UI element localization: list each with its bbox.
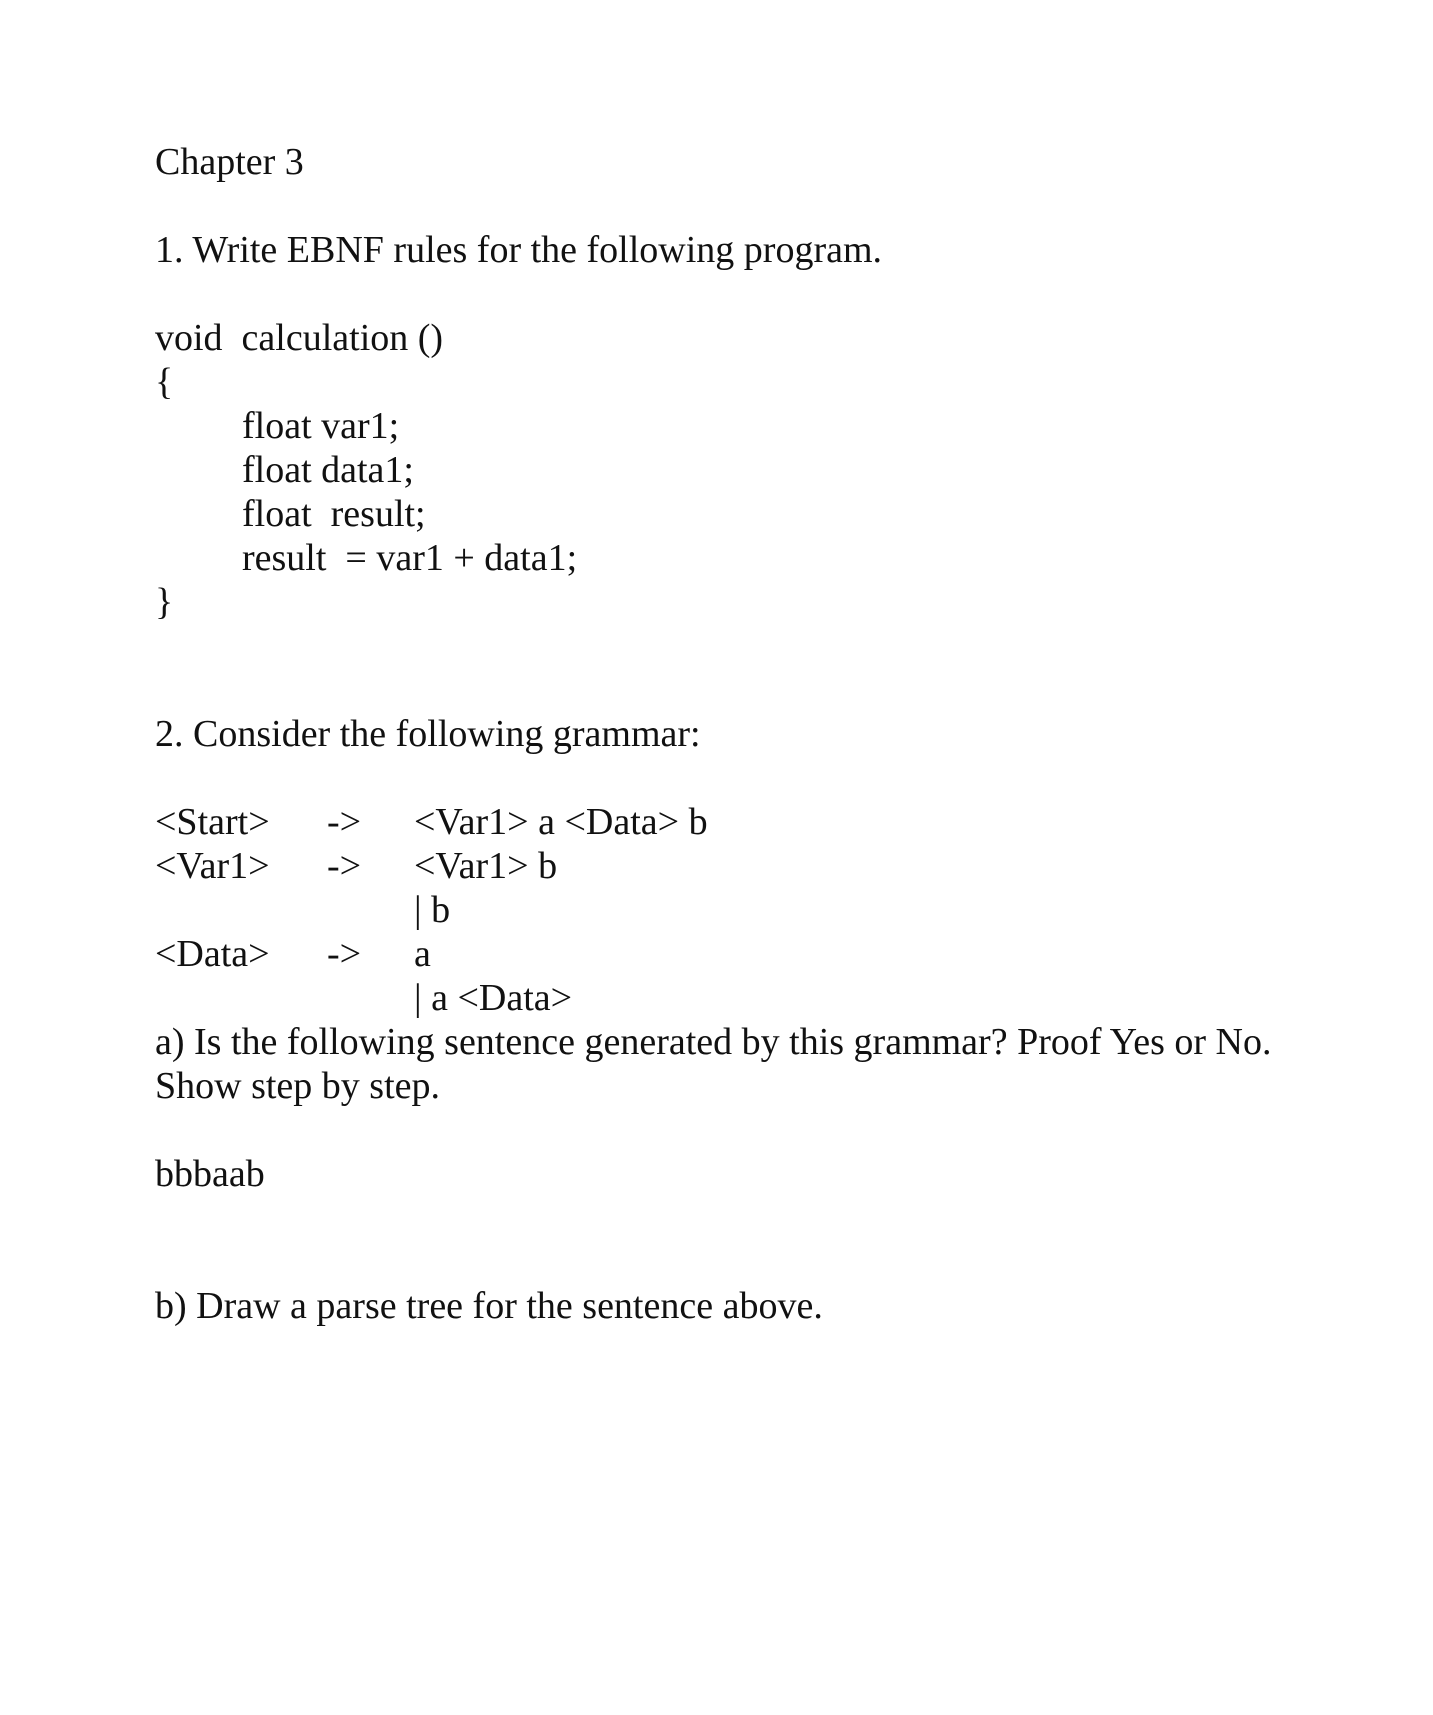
question-1-prompt: 1. Write EBNF rules for the following program. [155,229,883,271]
grammar-rule-arrow: -> [327,933,362,975]
code-statement: result = var1 + data1; [242,537,578,579]
code-statement: float result; [242,493,426,535]
code-statement: float data1; [242,449,414,491]
test-sentence: bbbaab [155,1153,265,1195]
question-2-prompt: 2. Consider the following grammar: [155,713,701,755]
question-2b-prompt: b) Draw a parse tree for the sentence above. [155,1285,823,1327]
code-function-signature: void calculation () [155,317,444,359]
grammar-rule-lhs: <Var1> [155,845,270,887]
chapter-title: Chapter 3 [155,141,304,183]
code-statement: float var1; [242,405,400,447]
code-close-brace: } [155,581,174,623]
grammar-rule-arrow: -> [327,845,362,887]
grammar-rule-rhs: a [414,933,431,975]
grammar-rule-alternative: | b [414,889,451,931]
grammar-rule-rhs: <Var1> b [414,845,558,887]
grammar-rule-alternative: | a <Data> [414,977,573,1019]
grammar-rule-lhs: <Data> [155,933,270,975]
grammar-rule-arrow: -> [327,801,362,843]
grammar-rule-rhs: <Var1> a <Data> b [414,801,708,843]
code-open-brace: { [155,361,174,403]
grammar-rule-lhs: <Start> [155,801,270,843]
question-2a-prompt: a) Is the following sentence generated by this grammar? Proof Yes or No. Show step by step. [155,1021,1272,1107]
